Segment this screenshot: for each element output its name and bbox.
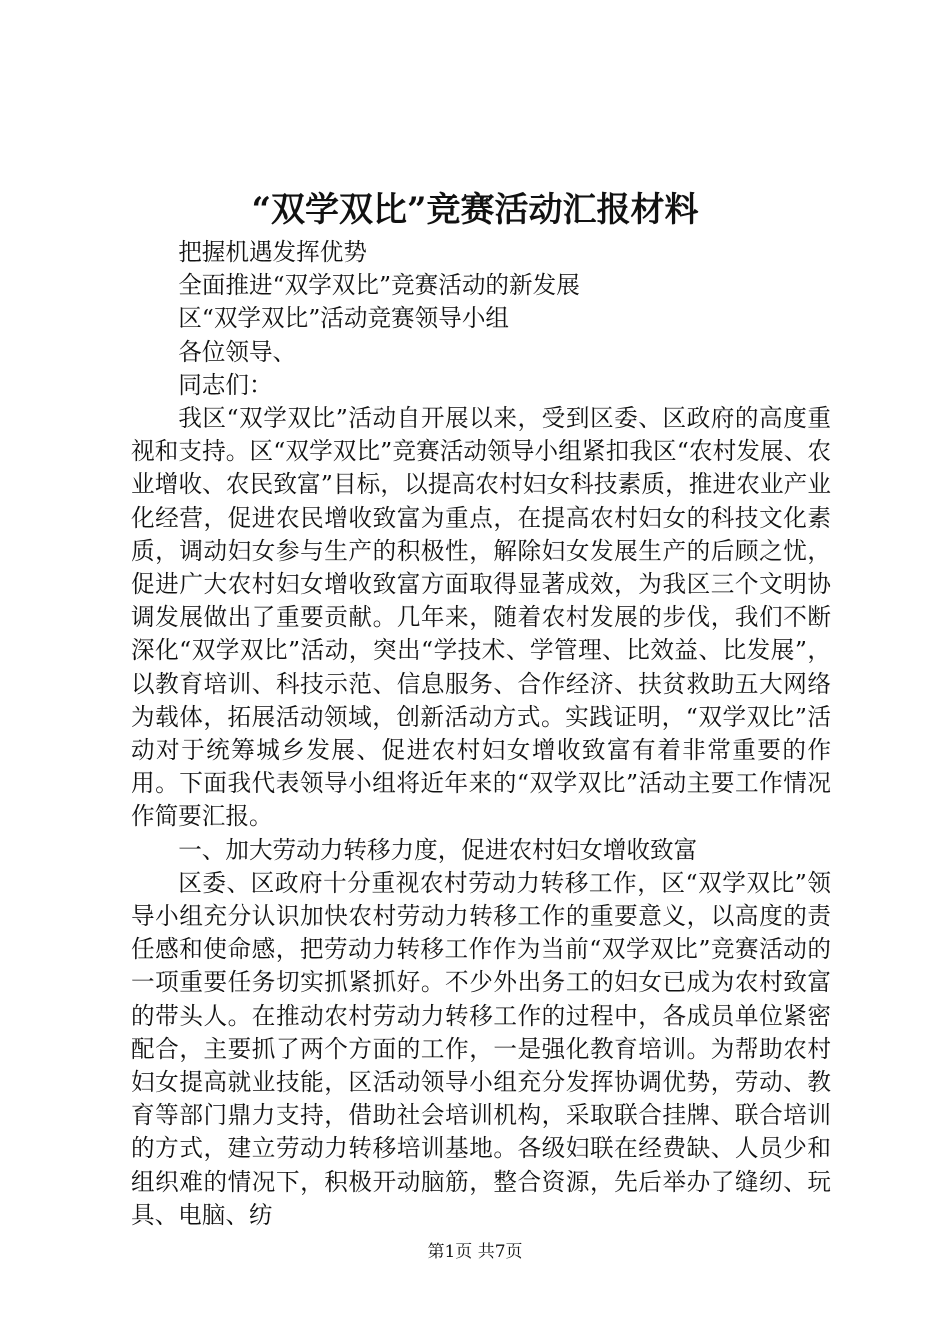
header-line: 全面推进“双学双比”竞赛活动的新发展 [178, 271, 580, 300]
header-line: 同志们： [178, 370, 273, 399]
section-heading: 一、加大劳动力转移力度，促进农村妇女增收致富 [178, 835, 698, 864]
body-paragraph: 我区“双学双比”活动自开展以来，受到区委、区政府的高度重视和支持。区“双学双比”竞赛活动领导小组紧扣我区“农村发展、农业增收、农民致富”目标，以提高农村妇女科技素质，推进农业产业化经营，促进农民增收致富为重点，在提高农村妇女的科技文化素质，调动妇女参与生产的积极性，解除妇女发展生产的后顾之忧，促进广大农村妇女增收致富方面取得显著成效，为我区三个文明协调发展做出了重要贡献。几年来，随着农村发展的步伐，我们不断深化“双学双比”活动，突出“学技术、学管理、比效益、比发展”，以教育培训、科技示范、信息服务、合作经济、扶贫救助五大网络为载体，拓展活动领域，创新活动方式。实践证明，“双学双比”活动对于统筹城乡发展、促进农村妇女增收致富有着非常重要的作用。下面我代表领导小组将近年来的“双学双比”活动主要工作情况作简要汇报。 [131, 404, 831, 831]
document-body [131, 236, 831, 1232]
header-line: 各位领导、 [178, 337, 297, 366]
page-footer: 第1页 共7页 [427, 1242, 523, 1262]
document-title: “双学双比”竞赛活动汇报材料 [251, 190, 699, 230]
header-line: 把握机遇发挥优势 [178, 238, 367, 266]
header-line: 区“双学双比”活动竞赛领导小组 [178, 304, 510, 333]
body-paragraph: 区委、区政府十分重视农村劳动力转移工作，区“双学双比”领导小组充分认识加快农村劳动力转移工作的重要意义，以高度的责任感和使命感，把劳动力转移工作作为当前“双学双比”竞赛活动的一项重要任务切实抓紧抓好。不少外出务工的妇女已成为农村致富的带头人。在推动农村劳动力转移工作的过程中，各成员单位紧密配合，主要抓了两个方面的工作，一是强化教育培训。为帮助农村妇女提高就业技能，区活动领导小组充分发挥协调优势，劳动、教育等部门鼎力支持，借助社会培训机构，采取联合挂牌、联合培训的方式，建立劳动力转移培训基地。各级妇联在经费缺、人员少和组织难的情况下，积极开动脑筋，整合资源，先后举办了缝纫、玩具、电脑、纺 [131, 868, 831, 1229]
